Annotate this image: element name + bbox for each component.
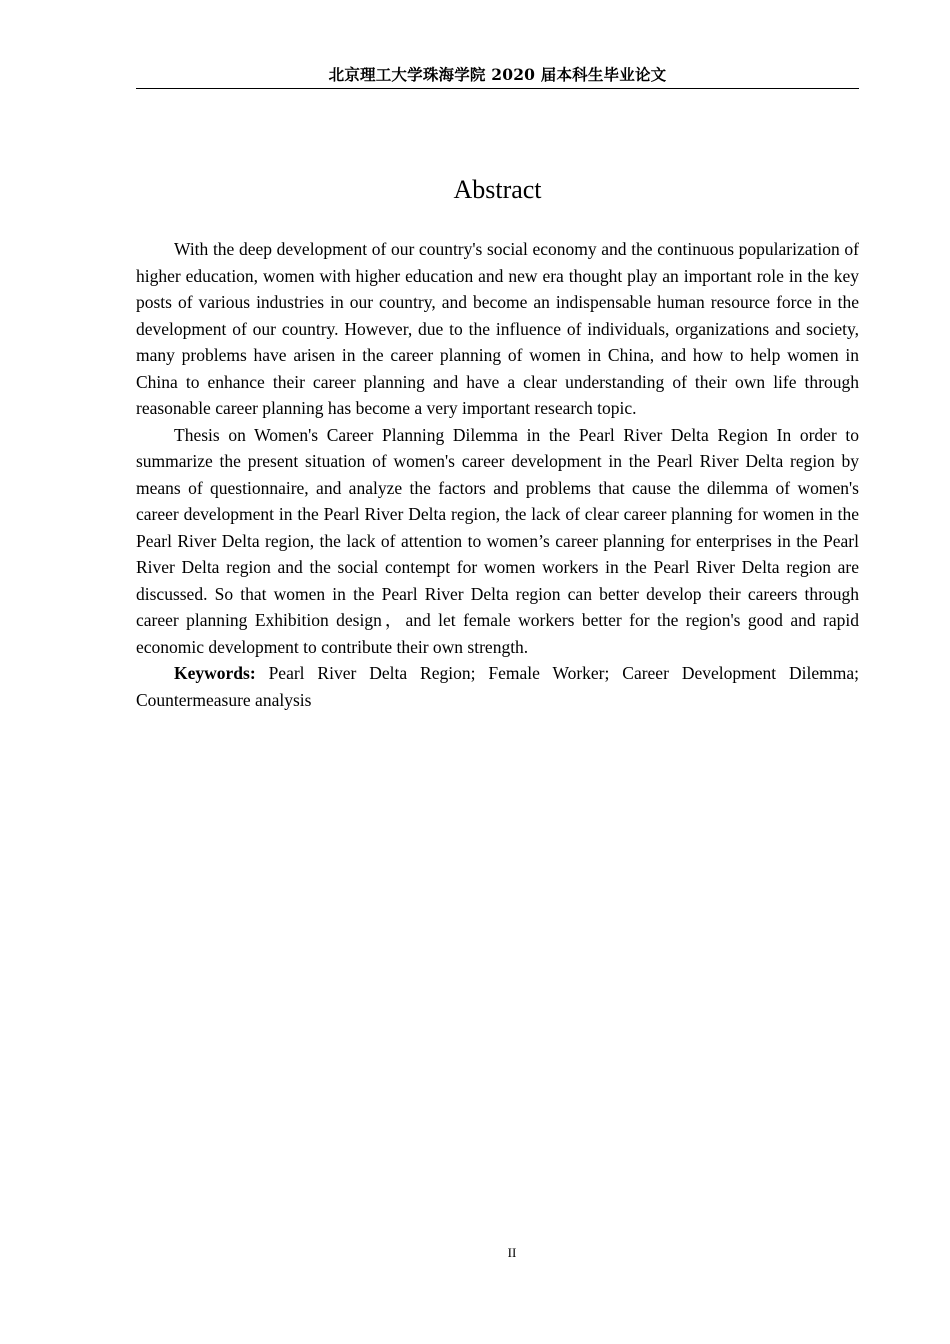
page-number: II bbox=[507, 1245, 517, 1260]
keywords-text: Pearl River Delta Region; Female Worker; Career Development Dilemma; Countermeasure analysis bbox=[136, 663, 859, 710]
abstract-paragraph-2: Thesis on Women's Career Planning Dilemma in the Pearl River Delta Region In order to summarize the present situation of women's career development in the Pearl River Delta region by means of questionnaire, and analyze the factors and problems that cause the dilemma of women's career development in the Pearl River Delta region, the lack of clear career planning for women in the Pearl River Delta region, the lack of attention to women’s career planning for enterprises in the Pearl River Delta region and the social contempt for women workers in the Pearl River Delta region are discussed. So that women in the Pearl River Delta region can better develop their careers through career planning Exhibition design，and let female workers better for the region's good and rapid economic development to contribute their own strength. bbox=[136, 424, 859, 657]
abstract-body bbox=[136, 236, 859, 713]
keywords-line bbox=[136, 660, 859, 713]
abstract-paragraph-1: With the deep development of our country's social economy and the continuous popularization of higher education, women with higher education and new era thought play an important role in the key posts of various industries in our country, and become an indispensable human resource force in the development of our country. However, due to the influence of individuals, organizations and society, many problems have arisen in the career planning of women in China, and how to help women in China to enhance their career planning and have a clear understanding of their own life through reasonable career planning has become a very important research topic. bbox=[136, 239, 859, 418]
running-header: 北京理工大学珠海学院 2020 届本科生毕业论文 bbox=[136, 64, 859, 89]
abstract-title: Abstract bbox=[453, 175, 542, 204]
keywords-label: Keywords: bbox=[174, 663, 256, 683]
